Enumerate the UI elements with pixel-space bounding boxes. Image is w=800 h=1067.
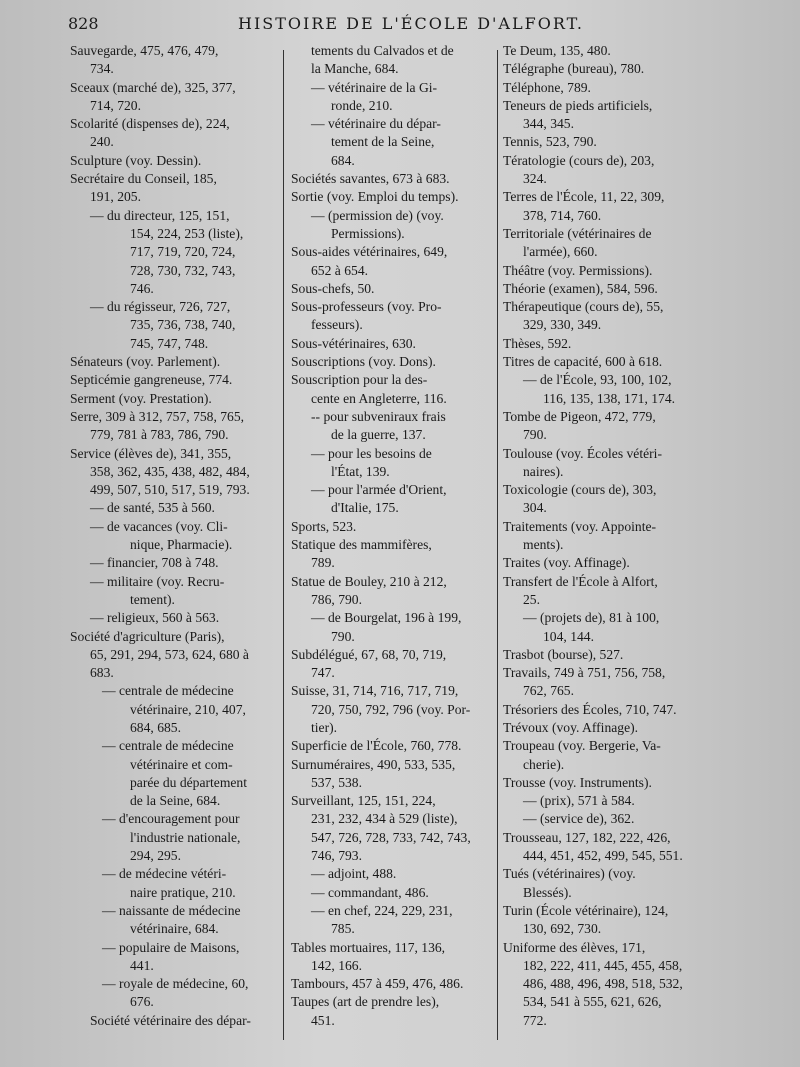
index-line: naire pratique, 210. <box>130 884 236 900</box>
index-line: Sous-aides vétérinaires, 649, <box>291 244 448 260</box>
index-line: Tués (vétérinaires) (voy. <box>503 866 636 882</box>
index-line: naires). <box>523 463 564 479</box>
index-line: Sénateurs (voy. Parlement). <box>70 354 221 370</box>
running-title: HISTOIRE DE L'ÉCOLE D'ALFORT. <box>238 14 584 33</box>
index-line: Titres de capacité, 600 à 618. <box>503 354 663 370</box>
index-line: — (permission de) (voy. <box>311 207 444 223</box>
index-line: 329, 330, 349. <box>523 317 602 333</box>
index-line: Sous-professeurs (voy. Pro- <box>291 299 442 315</box>
index-line: de la Seine, 684. <box>130 793 221 809</box>
index-line: Surveillant, 125, 151, 224, <box>291 793 436 809</box>
index-line: Serre, 309 à 312, 757, 758, 765, <box>70 408 245 424</box>
index-line: 790. <box>523 427 547 443</box>
index-line: 684, 685. <box>130 719 181 735</box>
index-line: Thèses, 592. <box>503 335 572 351</box>
index-line: cherie). <box>523 756 565 772</box>
index-line: — pour les besoins de <box>311 445 432 461</box>
index-line: vétérinaire, 684. <box>130 921 219 937</box>
index-line: — de l'École, 93, 100, 102, <box>523 372 672 388</box>
index-line: Tératologie (cours de), 203, <box>503 152 655 168</box>
index-line: Suisse, 31, 714, 716, 717, 719, <box>291 683 459 699</box>
column-divider-left <box>283 50 284 1040</box>
index-column-3 <box>503 42 715 1030</box>
index-line: 499, 507, 510, 517, 519, 793. <box>90 482 250 498</box>
index-line: cente en Angleterre, 116. <box>311 390 447 406</box>
index-line: 534, 541 à 555, 621, 626, <box>523 994 662 1010</box>
index-line: 786, 790. <box>311 591 362 607</box>
index-line: 745, 747, 748. <box>130 335 209 351</box>
index-line: 344, 345. <box>523 116 574 132</box>
index-line: Télégraphe (bureau), 780. <box>503 61 645 77</box>
index-line: 772. <box>523 1012 547 1028</box>
index-line: Sports, 523. <box>291 518 357 534</box>
index-line: 191, 205. <box>90 189 141 205</box>
index-line: 746, 793. <box>311 848 362 864</box>
index-line: 358, 362, 435, 438, 482, 484, <box>90 463 250 479</box>
index-line: vétérinaire et com- <box>130 756 233 772</box>
index-line: ments). <box>523 537 564 553</box>
index-line: Téléphone, 789. <box>503 79 591 95</box>
index-line: Territoriale (vétérinaires de <box>503 225 652 241</box>
index-line: Septicémie gangreneuse, 774. <box>70 372 233 388</box>
index-line: Tombe de Pigeon, 472, 779, <box>503 408 656 424</box>
index-line: Subdélégué, 67, 68, 70, 719, <box>291 646 447 662</box>
index-line: tier). <box>311 719 338 735</box>
index-line: — religieux, 560 à 563. <box>90 610 220 626</box>
index-line: 116, 135, 138, 171, 174. <box>543 390 676 406</box>
index-line: Traitements (voy. Appointe- <box>503 518 657 534</box>
index-line: 240. <box>90 134 114 150</box>
index-line: 142, 166. <box>311 957 362 973</box>
index-line: Théorie (examen), 584, 596. <box>503 280 658 296</box>
index-line: 676. <box>130 994 154 1010</box>
index-line: — centrale de médecine <box>102 683 234 699</box>
index-line: 486, 488, 496, 498, 518, 532, <box>523 976 683 992</box>
index-line: 728, 730, 732, 743, <box>130 262 236 278</box>
index-line: — vétérinaire de la Gi- <box>311 79 438 95</box>
index-line: Turin (École vétérinaire), 124, <box>503 902 669 918</box>
index-line: — commandant, 486. <box>311 884 429 900</box>
index-line: — (service de), 362. <box>523 811 635 827</box>
index-line: Teneurs de pieds artificiels, <box>503 97 653 113</box>
index-line: Souscription pour la des- <box>291 372 428 388</box>
index-line: Statue de Bouley, 210 à 212, <box>291 573 447 589</box>
index-line: Sociétés savantes, 673 à 683. <box>291 171 450 187</box>
index-line: d'Italie, 175. <box>331 500 399 516</box>
index-line: — de Bourgelat, 196 à 199, <box>311 610 462 626</box>
index-line: tement de la Seine, <box>331 134 435 150</box>
index-line: Toxicologie (cours de), 303, <box>503 482 657 498</box>
index-line: l'industrie nationale, <box>130 829 241 845</box>
index-line: — en chef, 224, 229, 231, <box>311 902 453 918</box>
index-line: 734. <box>90 61 114 77</box>
index-line: Toulouse (voy. Écoles vétéri- <box>503 445 662 461</box>
index-line: Tables mortuaires, 117, 136, <box>291 939 446 955</box>
index-line: 304. <box>523 500 547 516</box>
index-line: Société d'agriculture (Paris), <box>70 628 225 644</box>
index-line: — adjoint, 488. <box>311 866 397 882</box>
index-line: Permissions). <box>331 225 405 241</box>
index-line: 451. <box>311 1012 335 1028</box>
index-line: — royale de médecine, 60, <box>102 976 249 992</box>
index-line: Surnuméraires, 490, 533, 535, <box>291 756 456 772</box>
index-line: Sous-chefs, 50. <box>291 280 375 296</box>
index-line: Trésoriers des Écoles, 710, 747. <box>503 701 677 717</box>
index-line: Théâtre (voy. Permissions). <box>503 262 653 278</box>
index-line: ronde, 210. <box>331 97 393 113</box>
index-line: Sous-vétérinaires, 630. <box>291 335 416 351</box>
index-line: Trasbot (bourse), 527. <box>503 646 624 662</box>
index-line: — populaire de Maisons, <box>102 939 240 955</box>
index-line: Trévoux (voy. Affinage). <box>503 719 639 735</box>
index-line: Service (élèves de), 341, 355, <box>70 445 232 461</box>
index-column-1 <box>70 42 278 1030</box>
index-line: 746. <box>130 280 154 296</box>
index-line: Superficie de l'École, 760, 778. <box>291 738 462 754</box>
index-line: 65, 291, 294, 573, 624, 680 à <box>90 646 249 662</box>
index-line: 25. <box>523 591 540 607</box>
index-line: 747. <box>311 665 335 681</box>
index-line: — militaire (voy. Recru- <box>90 573 225 589</box>
index-line: Thérapeutique (cours de), 55, <box>503 299 664 315</box>
index-line: — naissante de médecine <box>102 902 241 918</box>
index-line: — pour l'armée d'Orient, <box>311 482 447 498</box>
index-line: 441. <box>130 957 154 973</box>
index-line: Sauvegarde, 475, 476, 479, <box>70 43 219 58</box>
index-line: 714, 720. <box>90 97 141 113</box>
index-line: Tambours, 457 à 459, 476, 486. <box>291 976 464 992</box>
index-line: Sculpture (voy. Dessin). <box>70 152 202 168</box>
index-line: l'État, 139. <box>331 463 390 479</box>
index-line: 537, 538. <box>311 774 362 790</box>
index-line: Transfert de l'École à Alfort, <box>503 573 658 589</box>
index-line: 790. <box>331 628 355 644</box>
index-line: Sceaux (marché de), 325, 377, <box>70 79 236 95</box>
index-line: 324. <box>523 171 547 187</box>
index-line: — du directeur, 125, 151, <box>90 207 230 223</box>
index-line: — centrale de médecine <box>102 738 234 754</box>
index-line: 547, 726, 728, 733, 742, 743, <box>311 829 471 845</box>
index-line: Tennis, 523, 790. <box>503 134 597 150</box>
index-line: 683. <box>90 665 114 681</box>
index-line: 785. <box>331 921 355 937</box>
index-line: Blessés). <box>523 884 572 900</box>
index-line: Sortie (voy. Emploi du temps). <box>291 189 459 205</box>
index-line: Uniforme des élèves, 171, <box>503 939 646 955</box>
index-line: 762, 765. <box>523 683 574 699</box>
index-line: -- pour subveniraux frais <box>311 408 446 424</box>
index-line: — de santé, 535 à 560. <box>90 500 215 516</box>
index-line: l'armée), 660. <box>523 244 598 260</box>
index-line: nique, Pharmacie). <box>130 537 233 553</box>
index-line: Travails, 749 à 751, 756, 758, <box>503 665 666 681</box>
index-line: 182, 222, 411, 445, 455, 458, <box>523 957 683 973</box>
index-line: — de vacances (voy. Cli- <box>90 518 228 534</box>
index-line: parée du département <box>130 774 247 790</box>
index-line: — vétérinaire du dépar- <box>311 116 441 132</box>
column-divider-right <box>497 50 498 1040</box>
index-line: de la guerre, 137. <box>331 427 426 443</box>
index-line: 378, 714, 760. <box>523 207 602 223</box>
index-line: Traites (voy. Affinage). <box>503 555 630 571</box>
index-line: 652 à 654. <box>311 262 369 278</box>
index-line: fesseurs). <box>311 317 363 333</box>
index-line: tement). <box>130 591 175 607</box>
index-line: tements du Calvados et de <box>311 43 454 58</box>
index-line: 789. <box>311 555 335 571</box>
page-header <box>68 12 708 40</box>
index-line: Souscriptions (voy. Dons). <box>291 354 436 370</box>
index-line: 735, 736, 738, 740, <box>130 317 236 333</box>
index-line: Statique des mammifères, <box>291 537 432 553</box>
index-line: la Manche, 684. <box>311 61 399 77</box>
index-line: 444, 451, 452, 499, 545, 551. <box>523 848 683 864</box>
index-line: 779, 781 à 783, 786, 790. <box>90 427 229 443</box>
index-line: — du régisseur, 726, 727, <box>90 299 231 315</box>
index-line: 717, 719, 720, 724, <box>130 244 236 260</box>
index-line: Société vétérinaire des dépar- <box>90 1012 251 1028</box>
index-line: Taupes (art de prendre les), <box>291 994 440 1010</box>
index-line: 294, 295. <box>130 848 181 864</box>
index-line: 154, 224, 253 (liste), <box>130 225 244 241</box>
index-line: vétérinaire, 210, 407, <box>130 701 246 717</box>
index-column-2 <box>291 42 497 1030</box>
index-line: Troupeau (voy. Bergerie, Va- <box>503 738 661 754</box>
page-number: 828 <box>68 14 99 33</box>
index-line: 720, 750, 792, 796 (voy. Por- <box>311 701 471 717</box>
index-line: Serment (voy. Prestation). <box>70 390 212 406</box>
index-line: 231, 232, 434 à 529 (liste), <box>311 811 458 827</box>
index-line: — financier, 708 à 748. <box>90 555 219 571</box>
index-line: Terres de l'École, 11, 22, 309, <box>503 189 665 205</box>
index-line: — de médecine vétéri- <box>102 866 227 882</box>
index-line: Trousseau, 127, 182, 222, 426, <box>503 829 671 845</box>
index-line: 104, 144. <box>543 628 594 644</box>
index-line: 130, 692, 730. <box>523 921 602 937</box>
index-line: Scolarité (dispenses de), 224, <box>70 116 230 132</box>
index-line: — d'encouragement pour <box>102 811 240 827</box>
index-line: — (prix), 571 à 584. <box>523 793 635 809</box>
index-line: — (projets de), 81 à 100, <box>523 610 660 626</box>
index-line: Trousse (voy. Instruments). <box>503 774 652 790</box>
index-line: 684. <box>331 152 355 168</box>
index-line: Te Deum, 135, 480. <box>503 43 611 58</box>
index-line: Secrétaire du Conseil, 185, <box>70 171 217 187</box>
